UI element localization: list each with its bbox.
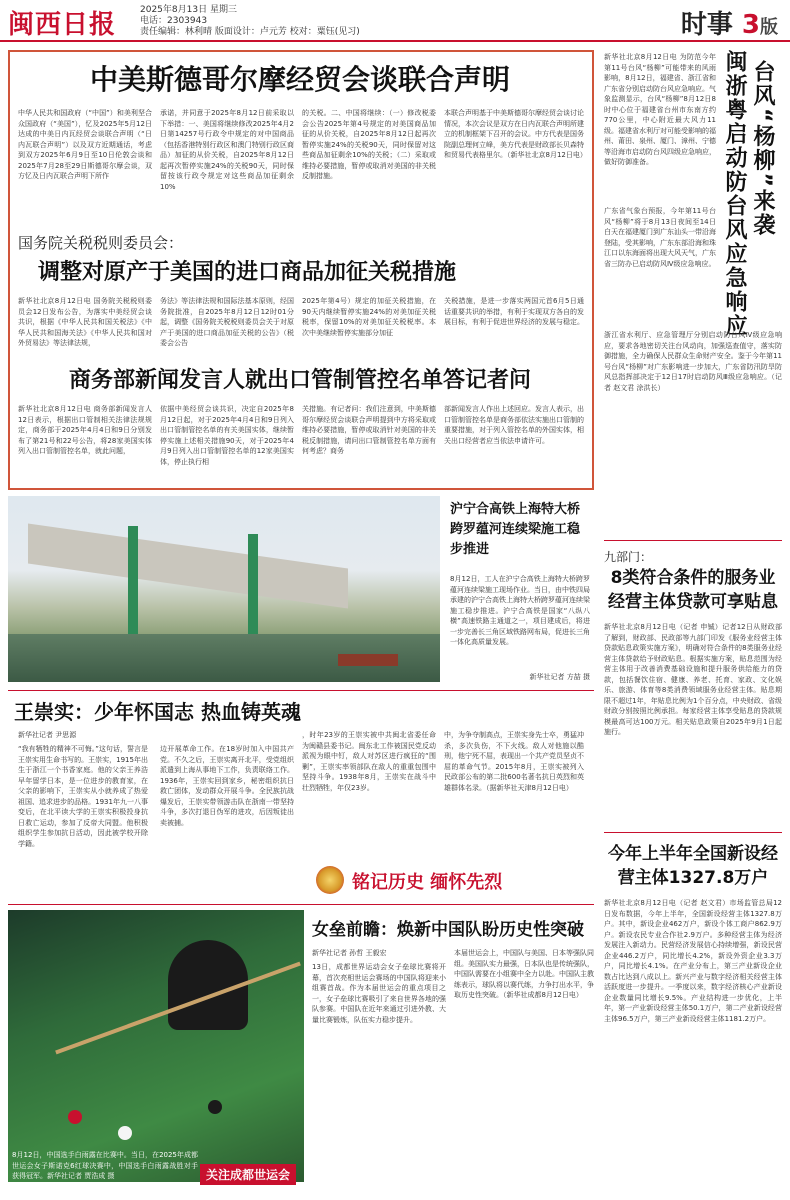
bridge-deck-shape: [28, 524, 348, 609]
right-divider-2: [604, 832, 782, 833]
export-control-headline: 商务部新闻发言人就出口管制管控名单答记者问: [68, 368, 531, 393]
typhoon-vert-title-1: 台风“杨柳”来袭: [750, 60, 775, 237]
feature-col-4: 中，为争夺制高点，王崇实身先士卒，勇猛冲杀，多次负伤，不下火线。敌人对他施以酷刑，他宁死不屈，表现出一个共产党员坚贞不屈的革命气节。2015年8月，王崇实被列入民政部公布的第二批600名著名抗日英烈和英雄群体名录。（据新华社天津8月12日电）: [444, 731, 584, 792]
softball-headline: 女垒前瞻：焕新中国队盼历史性突破: [312, 920, 584, 940]
loan-body: 新华社北京8月12日电（记者 申铖）记者12日从财政部了解到，财政部、民政部等九部门印发《服务业经营主体贷款贴息政策实施方案》，明确对符合条件的8类服务业经营主体贷款给予财政贴息。根据实施方案，贴息范围为经营主体用于改善消费基础设施和提升服务供给能力的贷款，包括餐饮住宿、健康、养老、托育、家政、文化娱乐、旅游、体育等8类消费领域服务业经营主体。贴息期限不超过1年，年贴息比例为1个百分点，中央财政、省级财政分别按照比例承担。每家经营主体享受贴息的贷款规模最高可达100万元。相关贴息政策自2025年9月1日起施行。: [604, 623, 782, 736]
snooker-photo: [8, 910, 304, 1182]
section-label: [681, 4, 778, 41]
tariff-col-1: 新华社北京8月12日电 国务院关税税则委员会12日发布公告，为落实中美经贸会谈共识，根据《中华人民共和国关税法》《中华人民共和国海关法》《中华人民共和国对外贸易法》等法律法规，: [18, 297, 152, 347]
export-col-1: 新华社北京8月12日电 商务部新闻发言人12日表示，根据出口管制相关法律法规规定，商务部于2025年4月4日和9日分别发布了第21号和22号公告，将28家美国实体列入出口管制管控名单，就此问题，: [18, 405, 152, 455]
softball-col-1: 13日，成都世界运动会女子垒球比赛将开幕，首次亮相世运会赛场的中国队将迎来小组赛首战。作为本届世运会的重点项目之一，女子垒球比赛吸引了来自世界各地的强队参赛。中国队在近年来通过引进外教、大量比赛锻炼，队伍实力稳步提升。: [312, 963, 446, 1024]
feature-col-3: ，时年23岁的王崇实被中共闽北省委任命为闽赣县委书记。闽东北工作被国民党反动派视为眼中钉，敌人对苏区进行疯狂的“围剿”，王崇实率领部队在敌人的重重包围中坚持斗争。1938年8月，王崇实在战斗中壮烈牺牲，年仅23岁。: [302, 731, 436, 792]
sports-divider: [8, 904, 594, 905]
page-suffix: 版: [760, 17, 778, 38]
bridge-headline: 沪宁合高铁上海特大桥跨罗蕴河连续梁施工稳步推进: [450, 502, 581, 557]
masthead: [0, 0, 790, 42]
lead-col-1: 中华人民共和国政府（“中国”）和美利坚合众国政府（“美国”），忆及2025年5月12日达成的中美日内瓦经贸会谈联合声明（“日内瓦联合声明”）以及双方近期通话，考虑到双方2025年6月9日至10日伦敦会谈和2025年7月28至29日斯德哥尔摩会谈，双方忆及日内瓦联合声明下所作: [18, 109, 152, 180]
lead-col-2: 承诺，并同意于2025年8月12日前采取以下举措：一、美国将继续修改2025年4月2日第14257号行政令中规定的对中国商品（包括香港特别行政区和澳门特别行政区商品）加征的从价关税，自2025年8月12日起再次暂停实施24%的关税90天，同时保留按该行政令规定对这些商品加征剩余10%: [160, 109, 294, 191]
export-col-3: 关措施。有记者问：我们注意到，中美斯德哥尔摩经贸会谈联合声明提到中方将采取或维持必要措施，暂停或取消针对美国的非关税反制措施，请问出口管制管控名单方面有何考虑？商务: [302, 405, 436, 455]
tariff-kicker: 国务院关税税则委员会：: [18, 234, 184, 252]
econ-headline: 今年上半年全国新设经营主体1327.8万户: [608, 844, 778, 888]
feature-headline: 王崇实：少年怀国志 热血铸英魂: [14, 700, 301, 724]
cue-ball-shape: [118, 1126, 132, 1140]
softball-col-2: 本届世运会上，中国队与美国、日本等强队同组。美国队实力最强，日本队也是传统强队，中国队需要在小组赛中全力以赴。中国队主教练表示，球队将以赛代练，力争打出水平，争取历史性突破。（新华社成都8月12日电）: [454, 949, 594, 999]
right-divider-1: [604, 540, 782, 541]
feature-col-1: “我有牺牲的精神不可悔。”这句话，誓言是王崇实用生命书写的。王崇实，1915年出生于浙江一个书香家庭。他的父亲王养浩早年留学日本，是一位进步的教育家，在父亲的影响下，王崇实从小就养成了热爱祖国、追求进步的品格。1931年九一八事变后，在北平读大学的王崇实积极投身抗日救亡运动，参加了反帝大同盟。他积极组织学生参加抗日活动，因此被学校开除学籍。: [18, 745, 148, 848]
memorial-banner: 铭记历史 缅怀先烈: [352, 872, 503, 893]
lead-col-3: 的关税。二、中国将继续：（一）修改税委会公告2025年第4号规定的对美国商品加征的从价关税，自2025年8月12日起再次暂停实施24%的关税90天，同时保留对这些商品加征剩余10%的关税；（二）采取或维持必要措施，暂停或取消对美国的非关税反制措施。: [302, 109, 436, 180]
boat-shape: [338, 654, 398, 666]
softball-byline: 新华社记者 孙哲 王毅宏: [312, 949, 387, 957]
export-col-2: 依据中美经贸会谈共识，决定自2025年8月12日起，对于2025年4月4日和9日列入出口管制管控名单的有关美国实体，继续暂停实施上述相关措施90天，对于2025年4月9日列入出口管制管控名单的12家美国实体，停止执行相: [160, 405, 294, 466]
black-ball-shape: [208, 1100, 222, 1114]
newspaper-logo: 闽西日报: [8, 10, 117, 40]
tariff-col-2: 务法》等法律法规和国际法基本原则，经国务院批准，自2025年8月12日12时01分起，调整《国务院关税税则委员会关于对原产于美国的进口商品加征关税的公告》（税委会公告: [160, 297, 294, 347]
feature-col-2: 边开展革命工作。在18岁时加入中国共产党。不久之后，王崇实离开北平，受党组织派遣到上海从事地下工作，负责联络工作。1936年，王崇实回到家乡，秘密组织抗日救亡团体，发动群众开展斗争。全民族抗战爆发后，王崇实带领游击队在浙南一带坚持斗争，多次打退日伪军的进攻，后因叛徒出卖被捕。: [160, 745, 294, 827]
loan-headline: 8类符合条件的服务业经营主体贷款可享贴息: [608, 568, 778, 612]
feature-byline: 新华社记者 尹思源: [18, 731, 77, 739]
issue-meta: [140, 5, 360, 38]
lead-col-4: 本联合声明基于中美斯德哥尔摩经贸会谈讨论情况，本次会议是双方在日内瓦联合声明所建立的机制框架下召开的会议。中方代表是国务院副总理何立峰，美方代表是财政部长贝森特和贸易代表格里尔。（新华社北京8月12日电）: [444, 109, 587, 159]
typhoon-body-2: 广东省气象台预报，今年第11号台风“杨柳”将于8月13日夜间至14日白天在福建厦门到广东汕头一带沿海登陆，受其影响，广东东部沿海和珠江口以东海面将出现大风天气，广东省三防办已启动防风Ⅳ级应急响应。: [604, 207, 716, 268]
section-name: 时事: [680, 10, 733, 40]
tariff-headline: 调整对原产于美国的进口商品加征关税措施: [38, 260, 457, 285]
snooker-caption: 8月12日，中国选手白雨露在比赛中。当日，在2025年成都世运会女子斯诺克6红球决赛中，中国选手白雨露战胜对手获得冠军。新华社记者 贾浩成 摄: [12, 1151, 198, 1180]
red-ball-shape: [68, 1110, 82, 1124]
issue-date: 2025年8月13日 星期三: [140, 5, 237, 15]
issue-phone: 电话：2303943: [140, 16, 208, 26]
econ-body: 新华社北京8月12日电（记者 赵文君）市场监管总局12日发布数据，今年上半年，全国新设经营主体1327.8万户。其中，新设企业462万户，新设个体工商户862.9万户。新设农民专业合作社2.9万户。多种经营主体为经济发展注入新动力。民营经济发展信心持续增强，新设民营企业446.2万户，同比增长4.2%，新设外资企业3.3万户，同比增长4.1%。在产业分布上，第三产业新设企业数占比达到八成以上。新兴产业与数字经济相关经营主体活跃度进一步提升。一季度以来，数字经济核心产业新设企业数量同比增长9.5%。产业结构进一步优化，上半年，第一产业新设经营主体50.1万户，第二产业新设经营主体96.5万户，第三产业新设经营主体1181.2万户。: [604, 899, 782, 1023]
crane-tower-2: [248, 534, 258, 644]
bridge-photo: [8, 496, 440, 682]
crane-tower-1: [128, 526, 138, 646]
bridge-body: 8月12日，工人在沪宁合高铁上海特大桥跨罗蕴河连续梁施工现场作业。当日，由中铁四局承建的沪宁合高铁上海特大桥跨罗蕴河连续梁施工稳步推进。沪宁合高铁是国家“八纵八横”高速铁路主通道之一，项目建成后，将进一步完善长三角区域铁路网布局，促进长三角一体化高质量发展。: [450, 575, 590, 646]
typhoon-body-1: 新华社北京8月12日电 为防范今年第11号台风“杨柳”可能带来的风雨影响，8月12日，福建省、浙江省和广东省分别启动防台风应急响应。气象监测显示，台风“杨柳”8月12日8时中心位于福建省台州市东南方约770公里，中心附近最大风力11级。福建省水利厅对可能受影响的福州、莆田、泉州、厦门、漳州、宁德等沿海市启动防台风四级应急响应，做好防御准备。: [604, 53, 716, 166]
typhoon-body-3: 浙江省水利厅、应急管理厅分别启动防台风Ⅳ级应急响应，要求各地密切关注台风动向，加强巡查值守，落实防御措施，全力确保人民群众生命财产安全。鉴于今年第11号台风“杨柳”对广东影响进一步加大，广东省防汛防旱防风总指挥部决定于12日17时启动防风Ⅲ级应急响应。（记者 赵文君 涂洪长）: [604, 331, 782, 392]
feature-divider: [8, 690, 594, 691]
memorial-emblem-icon: [316, 866, 344, 894]
page-number: 3: [741, 10, 760, 40]
lead-headline: 中美斯德哥尔摩经贸会谈联合声明: [89, 63, 510, 96]
issue-editors: 责任编辑：林利晴 版面设计：卢元芳 校对：粟钰(见习): [140, 27, 360, 37]
tariff-col-4: 关税措施，是进一步落实两国元首6月5日通话重要共识的举措，有利于实现双方各自的发展目标，有利于促进世界经济的发展与稳定。: [444, 297, 584, 326]
export-col-4: 部新闻发言人作出上述回应。发言人表示，出口管制管控名单是商务部依法实施出口管制的重要措施，对于列入管控名单的外国实体，相关出口经营者应当依法申请许可。: [444, 405, 584, 445]
bridge-credit: 新华社记者 方喆 摄: [529, 673, 590, 681]
typhoon-vert-title-2: 闽浙粤启动防台风应急响应: [722, 50, 747, 338]
tariff-col-3: 2025年第4号）规定的加征关税措施，在90天内继续暂停实施24%的对美加征关税税率，保留10%的对美加征关税税率。本次中美继续暂停实施部分加征: [302, 297, 436, 337]
worldgames-tag: 关注成都世运会: [200, 1164, 296, 1185]
loan-kicker: 九部门：: [604, 550, 653, 564]
